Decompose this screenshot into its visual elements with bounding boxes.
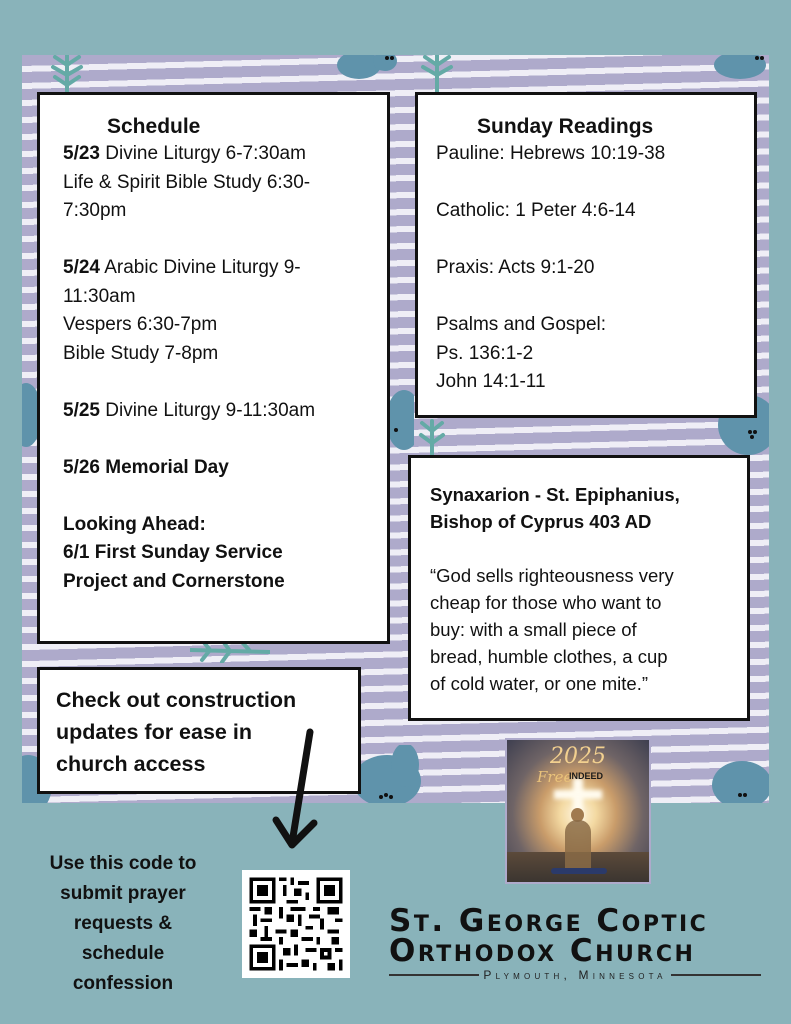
poster-indeed: INDEED xyxy=(569,771,604,781)
reading-praxis: Praxis: Acts 9:1-20 xyxy=(436,257,595,278)
church-logo xyxy=(389,903,761,982)
synaxarion-quote-line: cheap for those who want to xyxy=(430,592,662,613)
church-location: Plymouth, Minnesota xyxy=(483,968,667,982)
free-indeed-2025-poster xyxy=(505,738,651,884)
looking-ahead-heading: Looking Ahead: xyxy=(63,513,206,535)
construction-line: Check out construction xyxy=(56,688,297,712)
reading-catholic: Catholic: 1 Peter 4:6-14 xyxy=(436,200,636,221)
schedule-line: 5/25 Divine Liturgy 9-11:30am xyxy=(63,399,316,421)
sunday-readings-box xyxy=(415,92,757,418)
readings-title: Sunday Readings xyxy=(477,115,654,138)
person-figure xyxy=(565,820,591,872)
construction-line: updates for ease in xyxy=(56,720,252,744)
synaxarion-box xyxy=(408,455,750,721)
reading-pauline: Pauline: Hebrews 10:19-38 xyxy=(436,143,666,164)
synaxarion-quote-line: of cold water, or one mite.” xyxy=(430,673,648,694)
synaxarion-quote-line: buy: with a small piece of xyxy=(430,619,637,640)
schedule-line: Vespers 6:30-7pm xyxy=(63,314,218,335)
prayer-request-instructions: Use this code to submit prayer requests & schedule confession xyxy=(49,853,197,994)
leaf-sprig-icon xyxy=(417,417,447,457)
schedule-line: 5/23 Divine Liturgy 6-7:30am xyxy=(63,143,306,164)
church-name-line2: Orthodox Church xyxy=(389,933,696,969)
flower-icon xyxy=(712,55,769,85)
leaf-sprig-icon xyxy=(47,55,87,93)
synaxarion-title: Bishop of Cyprus 403 AD xyxy=(430,511,652,532)
flower-icon xyxy=(337,55,397,85)
leaf-sprig-icon xyxy=(417,55,457,93)
logo-badge xyxy=(551,868,607,874)
synaxarion-title: Synaxarion - St. Epiphanius, xyxy=(430,484,680,505)
schedule-title: Schedule xyxy=(107,115,201,138)
qr-code-icon[interactable] xyxy=(242,870,350,978)
divider xyxy=(671,974,761,976)
schedule-line: Bible Study 7-8pm xyxy=(63,342,219,364)
poster-year: 2025 xyxy=(550,744,606,769)
synaxarion-quote-line: bread, humble clothes, a cup xyxy=(430,646,668,667)
divider xyxy=(389,974,479,976)
church-name-line1: St. George Coptic xyxy=(389,903,709,939)
construction-line: church access xyxy=(56,752,206,776)
schedule-box xyxy=(37,92,390,644)
reading-psalm: Ps. 136:1-2 xyxy=(436,342,534,364)
schedule-line: 11:30am xyxy=(63,285,136,307)
schedule-line: 7:30pm xyxy=(63,200,127,221)
schedule-line: 5/24 Arabic Divine Liturgy 9- xyxy=(63,257,301,278)
reading-psalms-label: Psalms and Gospel: xyxy=(436,314,607,335)
looking-ahead-line: 6/1 First Sunday Service xyxy=(63,542,283,563)
down-arrow-icon xyxy=(262,725,342,855)
flower-icon xyxy=(702,755,769,803)
synaxarion-quote-line: “God sells righteousness very xyxy=(430,565,674,586)
reading-gospel: John 14:1-11 xyxy=(436,371,546,392)
memorial-day-line: 5/26 Memorial Day xyxy=(63,456,229,478)
schedule-line: Life & Spirit Bible Study 6:30- xyxy=(63,171,311,193)
poster-free: Free xyxy=(537,768,573,786)
looking-ahead-line: Project and Cornerstone xyxy=(63,570,285,592)
